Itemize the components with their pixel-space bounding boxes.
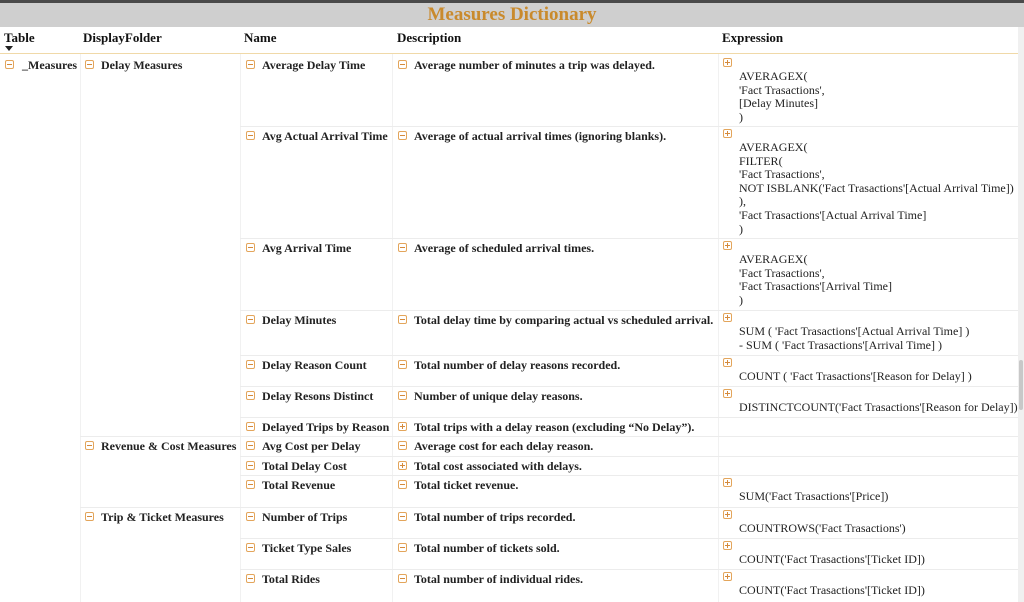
expand-description-icon[interactable] — [398, 422, 407, 431]
measure-description-cell: Average of scheduled arrival times. — [414, 241, 595, 255]
column-header-description[interactable]: Description — [397, 30, 462, 45]
expand-expression-icon[interactable] — [723, 241, 732, 250]
expression-line: NOT ISBLANK('Fact Trasactions'[Actual Arrival Time]) — [739, 180, 1014, 195]
column-header-table[interactable]: Table — [4, 30, 35, 45]
collapse-description-icon[interactable] — [398, 391, 407, 400]
expression-line: SUM ( 'Fact Trasactions'[Actual Arrival Time] ) — [739, 324, 970, 338]
collapse-description-icon[interactable] — [398, 360, 407, 369]
collapse-name-icon[interactable] — [246, 543, 255, 552]
expression-line: 'Fact Trasactions', — [739, 167, 825, 182]
collapse-folder-icon[interactable] — [85, 60, 94, 69]
expression-line: AVERAGEX( — [739, 69, 808, 83]
expand-expression-icon[interactable] — [723, 129, 732, 138]
collapse-description-icon[interactable] — [398, 512, 407, 521]
expression-line: ) — [739, 221, 743, 236]
folder-divider — [80, 507, 1018, 508]
expression-line: 'Fact Trasactions', — [739, 265, 825, 280]
scrollbar-thumb[interactable] — [1019, 360, 1023, 410]
measure-name-cell: Number of Trips — [262, 510, 348, 524]
column-header-name[interactable]: Name — [244, 30, 277, 45]
collapse-description-icon[interactable] — [398, 480, 407, 489]
row-divider — [240, 386, 1018, 387]
measure-description-cell: Total trips with a delay reason (excluding “No Delay”). — [414, 420, 695, 434]
collapse-description-icon[interactable] — [398, 315, 407, 324]
table-name-cell: _Measures — [22, 58, 78, 72]
expression-line: - SUM ( 'Fact Trasactions'[Arrival Time] ) — [739, 337, 942, 352]
collapse-description-icon[interactable] — [398, 441, 407, 450]
expand-expression-icon[interactable] — [723, 58, 732, 67]
measure-description-cell: Average cost for each delay reason. — [414, 439, 594, 453]
row-divider — [240, 126, 1018, 127]
expression-line: [Delay Minutes] — [739, 96, 818, 111]
measure-name-cell: Delay Reason Count — [262, 358, 367, 372]
collapse-description-icon[interactable] — [398, 131, 407, 140]
collapse-name-icon[interactable] — [246, 360, 255, 369]
measure-description-cell: Total cost associated with delays. — [414, 459, 582, 473]
collapse-description-icon[interactable] — [398, 543, 407, 552]
row-divider — [240, 355, 1018, 356]
measure-name-cell: Avg Actual Arrival Time — [262, 129, 388, 143]
collapse-folder-icon[interactable] — [85, 441, 94, 450]
sort-descending-icon[interactable] — [5, 46, 13, 51]
measure-name-cell: Total Delay Cost — [262, 459, 347, 473]
column-header-display-folder[interactable]: DisplayFolder — [83, 30, 162, 45]
column-separator — [718, 54, 719, 602]
expression-line: COUNT('Fact Trasactions'[Ticket ID]) — [739, 583, 925, 597]
column-header-expression[interactable]: Expression — [722, 30, 784, 45]
expression-line: DISTINCTCOUNT('Fact Trasactions'[Reason for Delay]) — [739, 400, 1018, 414]
column-separator — [80, 54, 81, 602]
measure-name-cell: Delayed Trips by Reason — [262, 420, 390, 434]
expand-expression-icon[interactable] — [723, 541, 732, 550]
collapse-folder-icon[interactable] — [85, 512, 94, 521]
row-divider — [240, 569, 1018, 570]
row-divider — [240, 238, 1018, 239]
display-folder-cell: Trip & Ticket Measures — [101, 510, 224, 524]
collapse-name-icon[interactable] — [246, 60, 255, 69]
expand-expression-icon[interactable] — [723, 313, 732, 322]
expand-expression-icon[interactable] — [723, 510, 732, 519]
page-title: Measures Dictionary — [427, 4, 597, 25]
collapse-name-icon[interactable] — [246, 422, 255, 431]
row-divider — [240, 456, 1018, 457]
measure-description-cell: Average of actual arrival times (ignoring blanks). — [414, 129, 667, 143]
header-divider — [0, 53, 1018, 54]
expression-line: ) — [739, 292, 743, 307]
measure-name-cell: Avg Arrival Time — [262, 241, 352, 255]
column-separator — [240, 54, 241, 602]
collapse-name-icon[interactable] — [246, 461, 255, 470]
measure-name-cell: Delay Minutes — [262, 313, 337, 327]
measure-description-cell: Total delay time by comparing actual vs scheduled arrival. — [414, 313, 714, 327]
expression-line: COUNT('Fact Trasactions'[Ticket ID]) — [739, 552, 925, 566]
collapse-name-icon[interactable] — [246, 131, 255, 140]
expression-line: SUM('Fact Trasactions'[Price]) — [739, 489, 889, 503]
expression-line: 'Fact Trasactions'[Actual Arrival Time] — [739, 208, 927, 222]
display-folder-cell: Delay Measures — [101, 58, 183, 72]
collapse-table-icon[interactable] — [5, 60, 14, 69]
expand-expression-icon[interactable] — [723, 572, 732, 581]
row-divider — [240, 475, 1018, 476]
expression-line: COUNTROWS('Fact Trasactions') — [739, 521, 906, 535]
collapse-name-icon[interactable] — [246, 391, 255, 400]
folder-divider — [80, 436, 1018, 437]
measure-name-cell: Ticket Type Sales — [262, 541, 352, 555]
expression-line: 'Fact Trasactions'[Arrival Time] — [739, 279, 892, 294]
measure-description-cell: Total number of individual rides. — [414, 572, 584, 586]
row-divider — [240, 310, 1018, 311]
column-separator — [392, 54, 393, 602]
collapse-description-icon[interactable] — [398, 60, 407, 69]
measure-name-cell: Avg Cost per Delay — [262, 439, 361, 453]
expand-expression-icon[interactable] — [723, 358, 732, 367]
measure-name-cell: Total Rides — [262, 572, 320, 586]
collapse-description-icon[interactable] — [398, 574, 407, 583]
measure-name-cell: Delay Resons Distinct — [262, 389, 374, 403]
vertical-scrollbar[interactable] — [1018, 27, 1024, 602]
title-bar — [0, 3, 1024, 27]
measure-description-cell: Total number of tickets sold. — [414, 541, 560, 555]
measure-description-cell: Number of unique delay reasons. — [414, 389, 583, 403]
measure-description-cell: Total number of delay reasons recorded. — [414, 358, 621, 372]
expand-expression-icon[interactable] — [723, 478, 732, 487]
measure-description-cell: Total number of trips recorded. — [414, 510, 576, 524]
display-folder-cell: Revenue & Cost Measures — [101, 439, 237, 453]
expression-line: AVERAGEX( — [739, 252, 808, 266]
expression-line: 'Fact Trasactions', — [739, 82, 825, 97]
collapse-name-icon[interactable] — [246, 574, 255, 583]
expand-expression-icon[interactable] — [723, 389, 732, 398]
measure-name-cell: Average Delay Time — [262, 58, 366, 72]
measure-name-cell: Total Revenue — [262, 478, 336, 492]
row-divider — [240, 417, 1018, 418]
expression-line: ), — [739, 194, 746, 209]
measure-description-cell: Total ticket revenue. — [414, 478, 519, 492]
collapse-name-icon[interactable] — [246, 512, 255, 521]
collapse-name-icon[interactable] — [246, 315, 255, 324]
collapse-name-icon[interactable] — [246, 441, 255, 450]
expand-description-icon[interactable] — [398, 461, 407, 470]
row-divider — [240, 538, 1018, 539]
expression-line: COUNT ( 'Fact Trasactions'[Reason for Delay] ) — [739, 369, 972, 383]
collapse-name-icon[interactable] — [246, 480, 255, 489]
collapse-description-icon[interactable] — [398, 243, 407, 252]
expression-line: FILTER( — [739, 153, 783, 168]
collapse-name-icon[interactable] — [246, 243, 255, 252]
measure-description-cell: Average number of minutes a trip was delayed. — [414, 58, 655, 72]
expression-line: ) — [739, 109, 743, 124]
expression-line: AVERAGEX( — [739, 140, 808, 154]
